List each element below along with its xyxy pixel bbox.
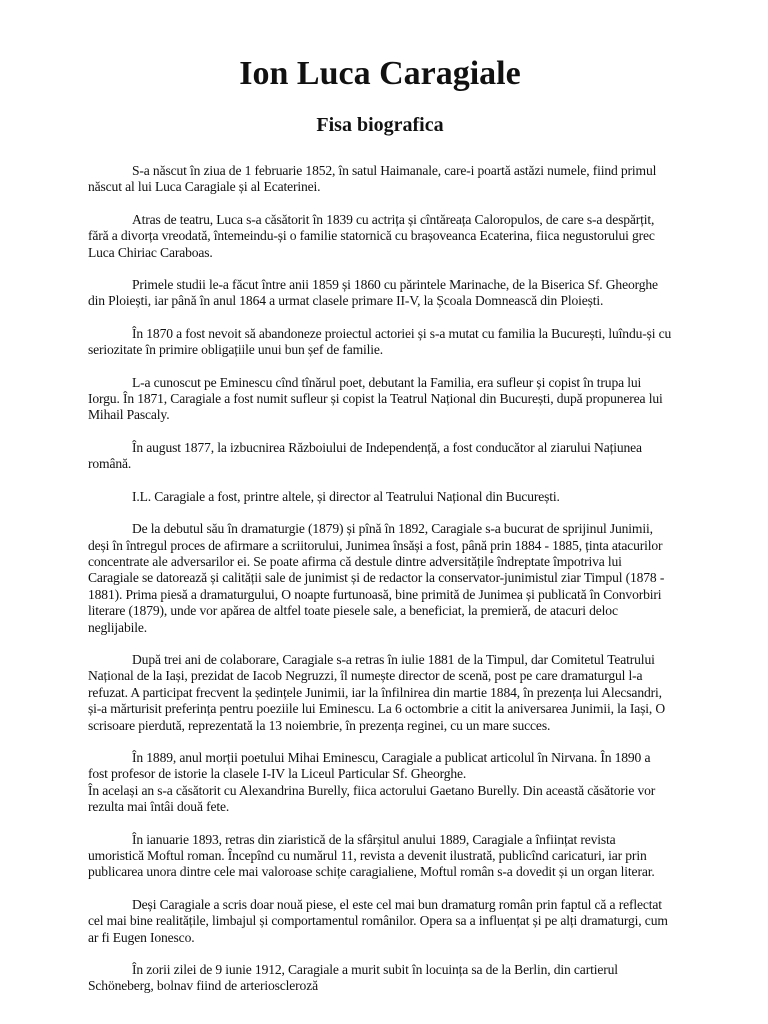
page-title: Ion Luca Caragiale (239, 55, 521, 92)
paragraph-group-1889 (88, 750, 672, 816)
paragraph-legacy: Deși Caragiale a scris doar nouă piese, el este cel mai bun dramaturg român prin faptul că a reflectat cel mai bine realitățile, limbajul și comportamentul românilor. Opera sa a influențat și pe alți dramaturgi, cum ar fi Eugen Ionesco. (88, 896, 668, 945)
document-page (88, 0, 672, 1024)
paragraph-birth: S-a născut în ziua de 1 februarie 1852, în satul Haimanale, care-i poartă astăzi numele, fiind primul născut al lui Luca Caragiale și al Ecaterinei. (88, 163, 657, 195)
document-body (88, 163, 672, 1011)
paragraph-father: Atras de teatru, Luca s-a căsătorit în 1839 cu actrița și cîntăreața Caloropulos, de care s-a despărțit, fără a divorța vreodată, întemeindu-și o familie statornică cu brașoveanca Ecaterina, fiica negustorului grec Luca Chiriac Caraboas. (88, 211, 655, 260)
paragraph-moftul: În ianuarie 1893, retras din ziaristică de la sfârșitul anului 1889, Caragiale a înființat revista umoristică Moftul roman. Începînd cu numărul 11, revista a devenit ilustrată, publicînd caricaturi, iar prin publicarea unora dintre cele mai valoroase schițe caragialiene, Moftul român s-a dovedit și un organ literar. (88, 831, 655, 880)
paragraph-bucharest: În 1870 a fost nevoit să abandoneze proiectul actoriei și s-a mutat cu familia la București, luîndu-și cu seriozitate în primire obligațiile unui bun șef de familie. (88, 325, 672, 358)
paragraph-death: În zorii zilei de 9 iunie 1912, Caragiale a murit subit în locuința sa de la Berlin, din cartierul Schöneberg, bolnav fiind de arterioscleroză (88, 962, 618, 994)
paragraph-junimea: De la debutul său în dramaturgie (1879) și pînă în 1892, Caragiale s-a bucurat de sprijinul Junimii, deși în întregul proces de afirmare a scriitorului, Junimea însăși a fost, până prin 1884 - 1885, ținta atacurilor concentrate ale adversarilor ei. Se poate afirma că destule dintre adversitățile îndreptate împotriva lui Caragiale se datorează și calității sale de junimist și de redactor la conservator-junimistul ziar Timpul (1878 - 1881). Prima piesă a dramaturgului, O noapte furtunoasă, bine primită de Junimea și publicată în Convorbiri literare (1879), unde vor apărea de altfel toate piesele sale, a beneficiat, la premieră, de atacuri deloc neglijabile. (88, 521, 665, 635)
page-subtitle: Fisa biografica (316, 114, 444, 136)
paragraph-eminescu: L-a cunoscut pe Eminescu cînd tînărul poet, debutant la Familia, era sufleur și copist în trupa lui Iorgu. În 1871, Caragiale a fost numit sufleur și copist la Teatrul Național din București, după propunerea lui Mihail Pascaly. (88, 374, 663, 423)
paragraph-1889: În 1889, anul morții poetului Mihai Eminescu, Caragiale a publicat articolul în Nirvana. În 1890 a fost profesor de istorie la clasele I-IV la Liceul Particular Sf. Gheorghe. (88, 749, 651, 782)
paragraph-newspaper: În august 1877, la izbucnirea Războiului de Independență, a fost conducător al ziarului Națiunea română. (88, 439, 642, 472)
paragraph-marriage: În același an s-a căsătorit cu Alexandrina Burelly, fiica actorului Gaetano Burelly. Din această căsătorie vor rezulta mai întâi două fete. (88, 782, 656, 815)
paragraph-studies: Primele studii le-a făcut între anii 1859 și 1860 cu părintele Marinache, de la Biserica Sf. Gheorghe din Ploiești, iar până în anul 1864 a urmat clasele primare II-V, la Școala Domnească din Ploiești. (88, 277, 658, 309)
paragraph-director: I.L. Caragiale a fost, printre altele, și director al Teatrului Național din București. (132, 488, 560, 504)
paragraph-collaboration: După trei ani de colaborare, Caragiale s-a retras în iulie 1881 de la Timpul, dar Comitetul Teatrului Național de la Iași, prezidat de Iacob Negruzzi, îl numește director de scenă, post pe care dramaturgul l-a refuzat. A participat frecvent la ședințele Junimii, iar la înfilnirea din martie 1884, în prezența lui Alecsandri, și-a mărturisit preferința pentru poeziile lui Eminescu. La 6 octombrie a citit la aniversarea Junimii, la Iași, O scrisoare pierdută, reprezentată la 13 noiembrie, în prezența reginei, cu un mare succes. (88, 651, 666, 733)
